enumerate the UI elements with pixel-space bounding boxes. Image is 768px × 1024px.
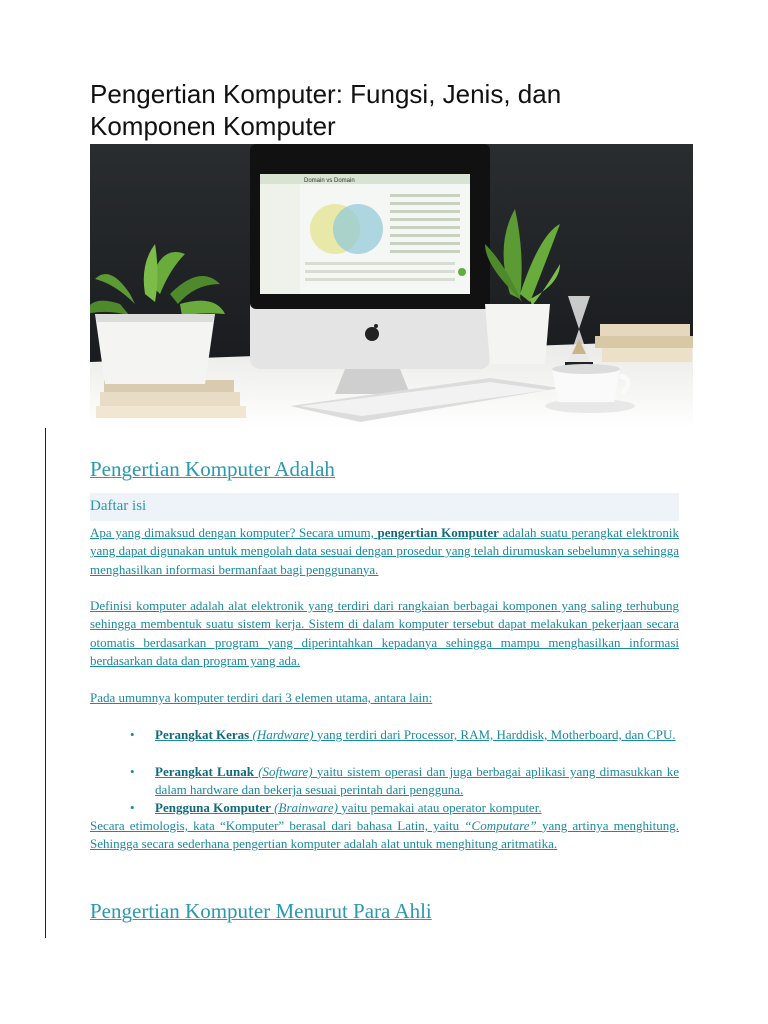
list-item-software[interactable]: • Perangkat Lunak (Software) yaitu sistem operasi dan juga berbagai aplikasi yang dimasukkan ke dalam hardware dan bekerja sesuai perintah dari pengguna.: [130, 764, 679, 798]
screen-title: Domain vs Domain: [304, 178, 355, 184]
paragraph-elements-intro[interactable]: Pada umumnya komputer terdiri dari 3 elemen utama, antara lain:: [90, 690, 433, 705]
paragraph-definition-2[interactable]: Definisi komputer adalah alat elektronik yang terdiri dari rangkaian berbagai komponen yang saling terhubung sehingga membentuk suatu sistem kerja. Sistem di dalam komputer tersebut dapat melakukan pekerjaan secara otomatis berdasarkan program yang diperintahkan kepadanya sehingga mampu menghasilkan informasi berdasarkan data dan program yang ada.: [90, 598, 679, 668]
paragraph-etymology[interactable]: Secara etimologis, kata “Komputer” berasal dari bahasa Latin, yaitu “Computare” yang artinya menghitung. Sehingga secara sederhana pengertian komputer adalah alat untuk menghitung aritmatika.: [90, 818, 680, 852]
page-title: Pengertian Komputer: Fungsi, Jenis, dan Komponen Komputer: [90, 79, 562, 141]
toc-label[interactable]: Daftar isi: [90, 498, 147, 514]
bullet-icon: •: [130, 764, 135, 779]
list-item-brainware[interactable]: • Pengguna Komputer (Brainware) yaitu pemakai atau operator komputer.: [130, 799, 679, 817]
list-item-hardware[interactable]: • Perangkat Keras (Hardware) yang terdiri dari Processor, RAM, Harddisk, Motherboard, dan CPU.: [130, 726, 679, 744]
bullet-icon: •: [130, 800, 135, 815]
desk-computer-illustration: [90, 144, 693, 428]
bullet-icon: •: [130, 727, 135, 742]
margin-rule: [45, 428, 46, 938]
section-heading-para-ahli[interactable]: Pengertian Komputer Menurut Para Ahli: [90, 899, 432, 923]
monitor: [250, 144, 490, 394]
section-heading-pengertian[interactable]: Pengertian Komputer Adalah: [90, 457, 335, 481]
table-of-contents[interactable]: [90, 493, 679, 521]
hero-image: [90, 144, 693, 428]
paragraph-definition[interactable]: Apa yang dimaksud dengan komputer? Secara umum, pengertian Komputer adalah suatu perangkat elektronik yang dapat digunakan untuk mengolah data sesuai dengan prosedur yang telah dirumuskan sebelumnya sehingga menghasilkan informasi bermanfaat bagi penggunanya.: [90, 525, 679, 577]
